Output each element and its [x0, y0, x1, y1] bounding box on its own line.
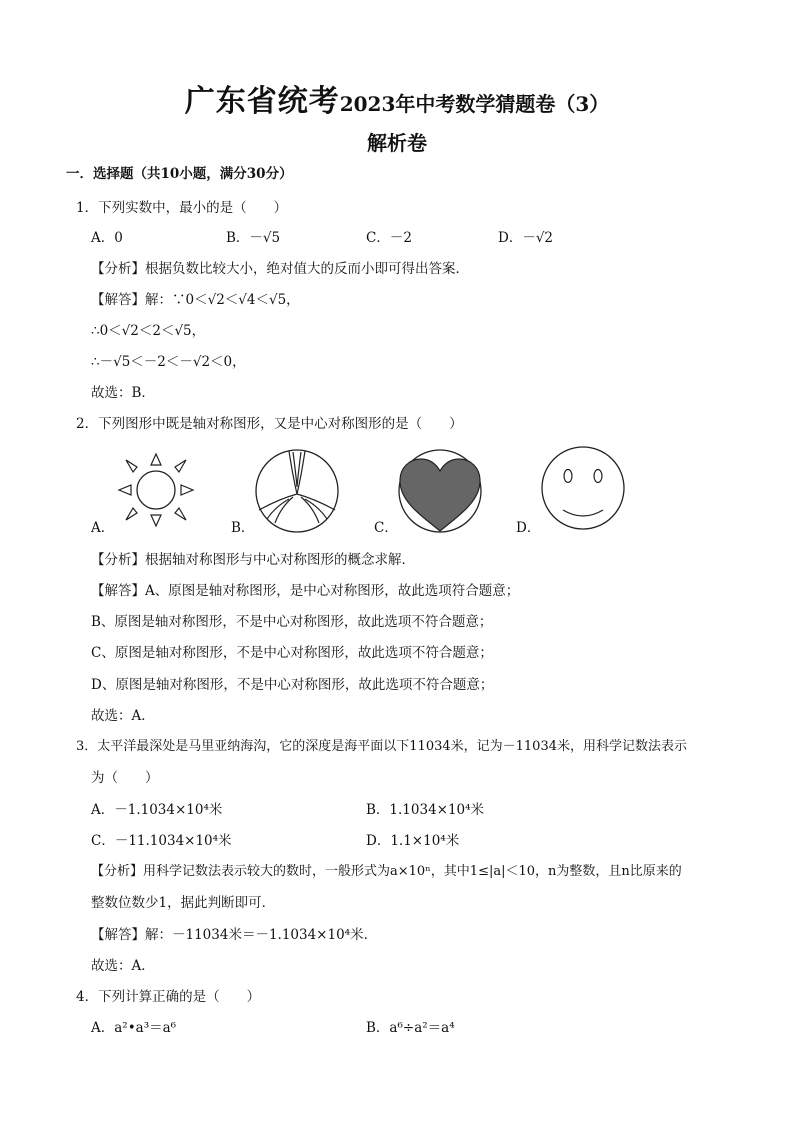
page-title — [0, 76, 794, 120]
q2-stem: 2．下列图形中既是轴对称图形，又是中心对称图形的是（ ） — [76, 416, 463, 432]
title-sub: 2023年中考数学猜题卷（3） — [339, 92, 610, 116]
section-heading: 一．选择题（共10小题，满分30分） — [66, 166, 293, 182]
title-main: 广东省统考 — [184, 84, 340, 119]
q2-option-a: A． — [91, 520, 115, 536]
q4-stem: 4．下列计算正确的是（ ） — [76, 989, 261, 1005]
smiley-face-figure — [539, 444, 627, 532]
q1-option-c: C．－2 — [366, 230, 412, 246]
q1-solution-line2: ∴0＜√2＜2＜√5， — [91, 323, 206, 339]
sun-figure — [114, 448, 198, 532]
q2-solution-line1: 【解答】A、原图是轴对称图形，是中心对称图形，故此选项符合题意； — [91, 583, 520, 599]
q2-answer: 故选：A． — [91, 708, 155, 724]
q2-analysis: 【分析】根据轴对称图形与中心对称图形的概念求解． — [91, 552, 415, 568]
page-subtitle: 解析卷 — [367, 131, 427, 155]
circle-blades-figure — [253, 447, 341, 535]
q3-option-a: A．－1.1034×10⁴米 — [91, 802, 223, 818]
q2-option-b: B． — [231, 520, 255, 536]
q1-answer: 故选：B． — [91, 385, 155, 401]
q3-answer: 故选：A． — [91, 958, 155, 974]
q1-option-a: A．0 — [91, 230, 123, 246]
q2-option-c: C． — [374, 520, 398, 536]
q1-option-d: D．－√2 — [498, 230, 554, 246]
q1-solution-line1: 【解答】解：∵0＜√2＜√4＜√5， — [91, 292, 300, 308]
q3-analysis-line2: 整数位数少1，据此判断即可． — [91, 895, 276, 911]
q3-stem-line2: 为（ ） — [91, 770, 159, 786]
q3-solution-line1: 【解答】解：－11034米＝－1.1034×10⁴米． — [91, 927, 378, 943]
q3-stem-line1: 3．太平洋最深处是马里亚纳海沟，它的深度是海平面以下11034米，记为－11034米，用科学记数法表示 — [76, 739, 687, 754]
q1-analysis: 【分析】根据负数比较大小，绝对值大的反而小即可得出答案． — [91, 261, 469, 277]
q2-solution-line3: C、原图是轴对称图形，不是中心对称图形，故此选项不符合题意； — [91, 645, 493, 661]
q4-option-b: B．a⁶÷a²＝a⁴ — [366, 1020, 455, 1036]
q1-option-b: B．－√5 — [226, 230, 281, 246]
q3-option-c: C．－11.1034×10⁴米 — [91, 833, 232, 849]
q1-solution-line3: ∴－√5＜－2＜－√2＜0， — [91, 354, 246, 370]
q3-option-b: B．1.1034×10⁴米 — [366, 802, 485, 818]
q2-option-d: D． — [516, 520, 541, 536]
q3-analysis-line1: 【分析】用科学记数法表示较大的数时，一般形式为a×10ⁿ，其中1≤|a|＜10，n为整数，且n比原来的 — [91, 864, 682, 879]
q2-solution-line2: B、原图是轴对称图形，不是中心对称图形，故此选项不符合题意； — [91, 614, 493, 630]
q1-stem: 1．下列实数中，最小的是（ ） — [76, 200, 288, 216]
q4-option-a: A．a²•a³＝a⁶ — [91, 1020, 177, 1036]
heart-circle-figure — [396, 447, 484, 535]
q2-solution-line4: D、原图是轴对称图形，不是中心对称图形，故此选项不符合题意； — [91, 677, 494, 693]
q3-option-d: D．1.1×10⁴米 — [366, 833, 460, 849]
